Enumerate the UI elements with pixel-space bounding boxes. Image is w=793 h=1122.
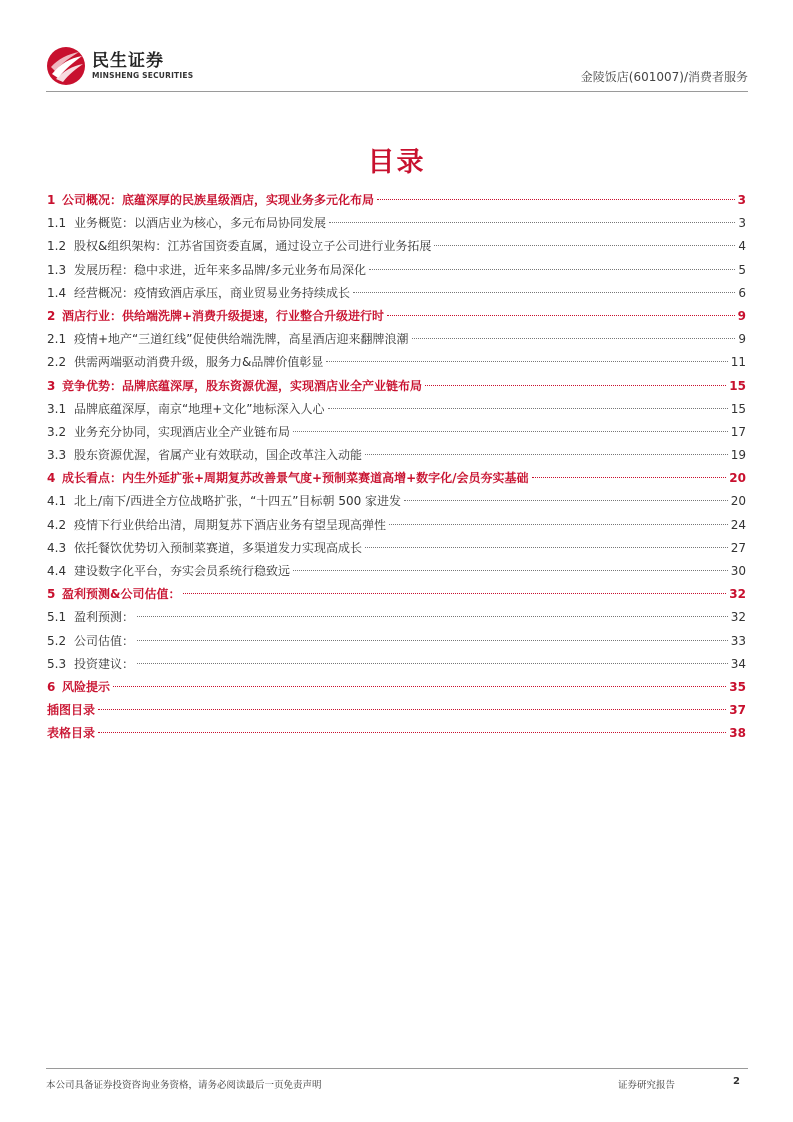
toc-entry-number: 1.1 [47,216,67,231]
toc-entry-text: 酒店行业：供给端洗牌+消费升级提速，行业整合升级进行时 [62,308,385,323]
toc-entry-page: 15 [729,378,746,393]
toc-entry-text: 建设数字化平台，夯实会员系统行稳致远 [74,564,291,578]
toc-entry-number: 3 [47,378,56,393]
toc-section-entry[interactable] [47,560,746,583]
toc-section-entry[interactable] [47,398,746,421]
toc-entry-page: 17 [730,424,746,439]
toc-entry-number: 4.2 [47,517,67,532]
toc-entry-text: 疫情下行业供给出清，周期复苏下酒店业务有望呈现高弹性 [74,517,387,532]
toc-chapter-entry[interactable] [47,305,746,328]
toc-entry-text: 依托餐饮优势切入预制菜赛道，多渠道发力实现高成长 [74,540,363,555]
toc-entry-number: 4.1 [47,494,67,509]
footer-report-type: 证券研究报告 [618,1080,676,1091]
toc-entry-number: 4 [47,471,56,486]
toc-entry-page: 38 [729,726,746,741]
toc-dot-leader [98,732,726,733]
company-logo [46,46,193,86]
table-of-contents [47,189,746,746]
toc-chapter-entry[interactable] [47,467,746,490]
logo-chinese-name: 民生证券 [92,51,164,71]
toc-section-entry[interactable] [47,537,746,560]
toc-entry-number: 5.2 [47,633,67,648]
header-divider [46,91,748,92]
toc-entry-page: 4 [738,239,746,254]
toc-entry-text: 疫情+地产“三道红线”促使供给端洗牌，高星酒店迎来翻牌浪潮 [74,332,409,347]
toc-dot-leader [113,686,726,687]
toc-dot-leader [137,640,728,641]
toc-section-entry[interactable] [47,259,746,282]
toc-entry-text: 发展历程：稳中求进，近年来多品牌/多元业务布局深化 [74,262,367,277]
toc-entry-text: 竞争优势：品牌底蕴深厚，股东资源优渥，实现酒店业全产业链布局 [62,378,423,393]
toc-title: 目录 [367,147,426,178]
toc-section-entry[interactable] [47,212,746,235]
toc-entry-text: 品牌底蕴深厚，南京“地理+文化”地标深入人心 [74,401,325,416]
toc-dot-leader [412,338,736,339]
toc-entry-number: 3.2 [47,424,67,439]
toc-section-entry[interactable] [47,514,746,537]
toc-section-entry[interactable] [47,235,746,258]
toc-section-entry[interactable] [47,606,746,629]
toc-entry-text: 表格目录 [47,726,96,741]
toc-entry-text: 北上/南下/西进全方位战略扩张，“十四五”目标朝 500 家进发 [74,494,402,509]
toc-entry-text: 供需两端驱动消费升级，服务力&品牌价值彰显 [74,355,324,370]
toc-entry-text: 投资建议： [74,656,135,671]
toc-entry-number: 2.2 [47,355,67,370]
toc-dot-leader [434,245,735,246]
logo-english-name: MINSHENG SECURITIES [92,71,194,80]
toc-entry-page: 3 [737,193,746,207]
toc-entry-page: 24 [730,517,746,532]
toc-entry-number: 6 [47,679,56,694]
toc-chapter-entry[interactable] [47,722,746,745]
page-header [46,40,748,92]
toc-chapter-entry[interactable] [47,676,746,699]
toc-entry-number: 3.1 [47,401,67,416]
toc-section-entry[interactable] [47,490,746,513]
footer-page-number: 2 [733,1076,740,1087]
toc-entry-page: 20 [729,471,746,486]
toc-entry-number: 1.2 [47,239,67,254]
toc-entry-number: 1.3 [47,262,67,277]
toc-entry-number: 3.3 [47,448,67,463]
toc-dot-leader [326,361,727,362]
toc-entry-page: 32 [730,610,746,625]
toc-entry-page: 32 [729,587,746,602]
toc-dot-leader [137,616,728,617]
toc-dot-leader [365,454,728,455]
toc-entry-page: 37 [729,703,746,718]
footer-disclaimer: 本公司具备证券投资咨询业务资格，请务必阅读最后一页免责声明 [46,1080,322,1091]
minsheng-logo-icon [46,46,86,86]
toc-section-entry[interactable] [47,653,746,676]
toc-entry-number: 4.3 [47,540,67,555]
toc-chapter-entry[interactable] [47,189,746,212]
toc-entry-page: 33 [730,633,746,648]
toc-dot-leader [365,547,728,548]
toc-dot-leader [353,292,735,293]
toc-section-entry[interactable] [47,421,746,444]
toc-entry-text: 经营概况：疫情致酒店承压，商业贸易业务持续成长 [74,285,351,300]
toc-entry-number: 1.4 [47,285,67,300]
toc-dot-leader [329,222,735,223]
toc-section-entry[interactable] [47,444,746,467]
toc-entry-number: 5.3 [47,656,67,671]
toc-dot-leader [328,408,728,409]
toc-entry-number: 2.1 [47,332,67,347]
toc-entry-text: 风险提示 [62,679,111,694]
toc-entry-number: 2 [47,308,56,323]
toc-section-entry[interactable] [47,351,746,374]
toc-entry-page: 19 [730,448,746,463]
toc-entry-text: 成长看点：内生外延扩张+周期复苏改善景气度+预制菜赛道高增+数字化/会员夯实基础 [62,471,529,486]
toc-dot-leader [137,663,728,664]
toc-entry-text: 业务充分协同，实现酒店业全产业链布局 [74,424,291,439]
report-title: 金陵饭店(601007)/消费者服务 [580,70,748,84]
toc-entry-text: 公司概况：底蕴深厚的民族星级酒店，实现业务多元化布局 [62,193,375,207]
toc-dot-leader [389,524,728,525]
toc-entry-text: 盈利预测： [74,610,135,625]
toc-dot-leader [425,385,726,386]
toc-entry-number: 1 [47,193,56,207]
toc-entry-page: 9 [737,308,746,323]
toc-entry-page: 35 [729,679,746,694]
toc-entry-text: 插图目录 [47,703,96,718]
toc-dot-leader [183,593,726,594]
toc-entry-text: 公司估值： [74,633,135,648]
toc-chapter-entry[interactable] [47,699,746,722]
toc-entry-page: 5 [738,262,746,277]
toc-entry-number: 5 [47,587,56,602]
toc-entry-page: 3 [738,216,746,231]
toc-entry-text: 业务概览：以酒店业为核心，多元布局协同发展 [74,216,327,231]
toc-entry-text: 股权&组织架构：江苏省国资委直属，通过设立子公司进行业务拓展 [74,239,432,254]
toc-section-entry[interactable] [47,328,746,351]
toc-dot-leader [387,315,735,316]
toc-dot-leader [404,500,728,501]
toc-chapter-entry[interactable] [47,583,746,606]
toc-entry-page: 9 [738,332,746,347]
toc-entry-number: 5.1 [47,610,67,625]
toc-entry-page: 11 [730,355,746,370]
toc-entry-text: 盈利预测&公司估值： [62,587,181,602]
toc-section-entry[interactable] [47,282,746,305]
toc-dot-leader [293,570,728,571]
toc-entry-text: 股东资源优渥，省属产业有效联动，国企改革注入动能 [74,448,363,463]
toc-dot-leader [532,477,727,478]
toc-entry-page: 30 [730,564,746,578]
toc-entry-page: 15 [730,401,746,416]
footer-divider [46,1068,748,1069]
toc-entry-page: 34 [730,656,746,671]
toc-entry-page: 20 [730,494,746,509]
toc-dot-leader [98,709,726,710]
toc-chapter-entry[interactable] [47,375,746,398]
toc-section-entry[interactable] [47,630,746,653]
toc-dot-leader [293,431,728,432]
toc-dot-leader [377,199,735,200]
toc-entry-number: 4.4 [47,564,67,578]
toc-entry-page: 27 [730,540,746,555]
toc-dot-leader [369,269,735,270]
toc-entry-page: 6 [738,285,746,300]
